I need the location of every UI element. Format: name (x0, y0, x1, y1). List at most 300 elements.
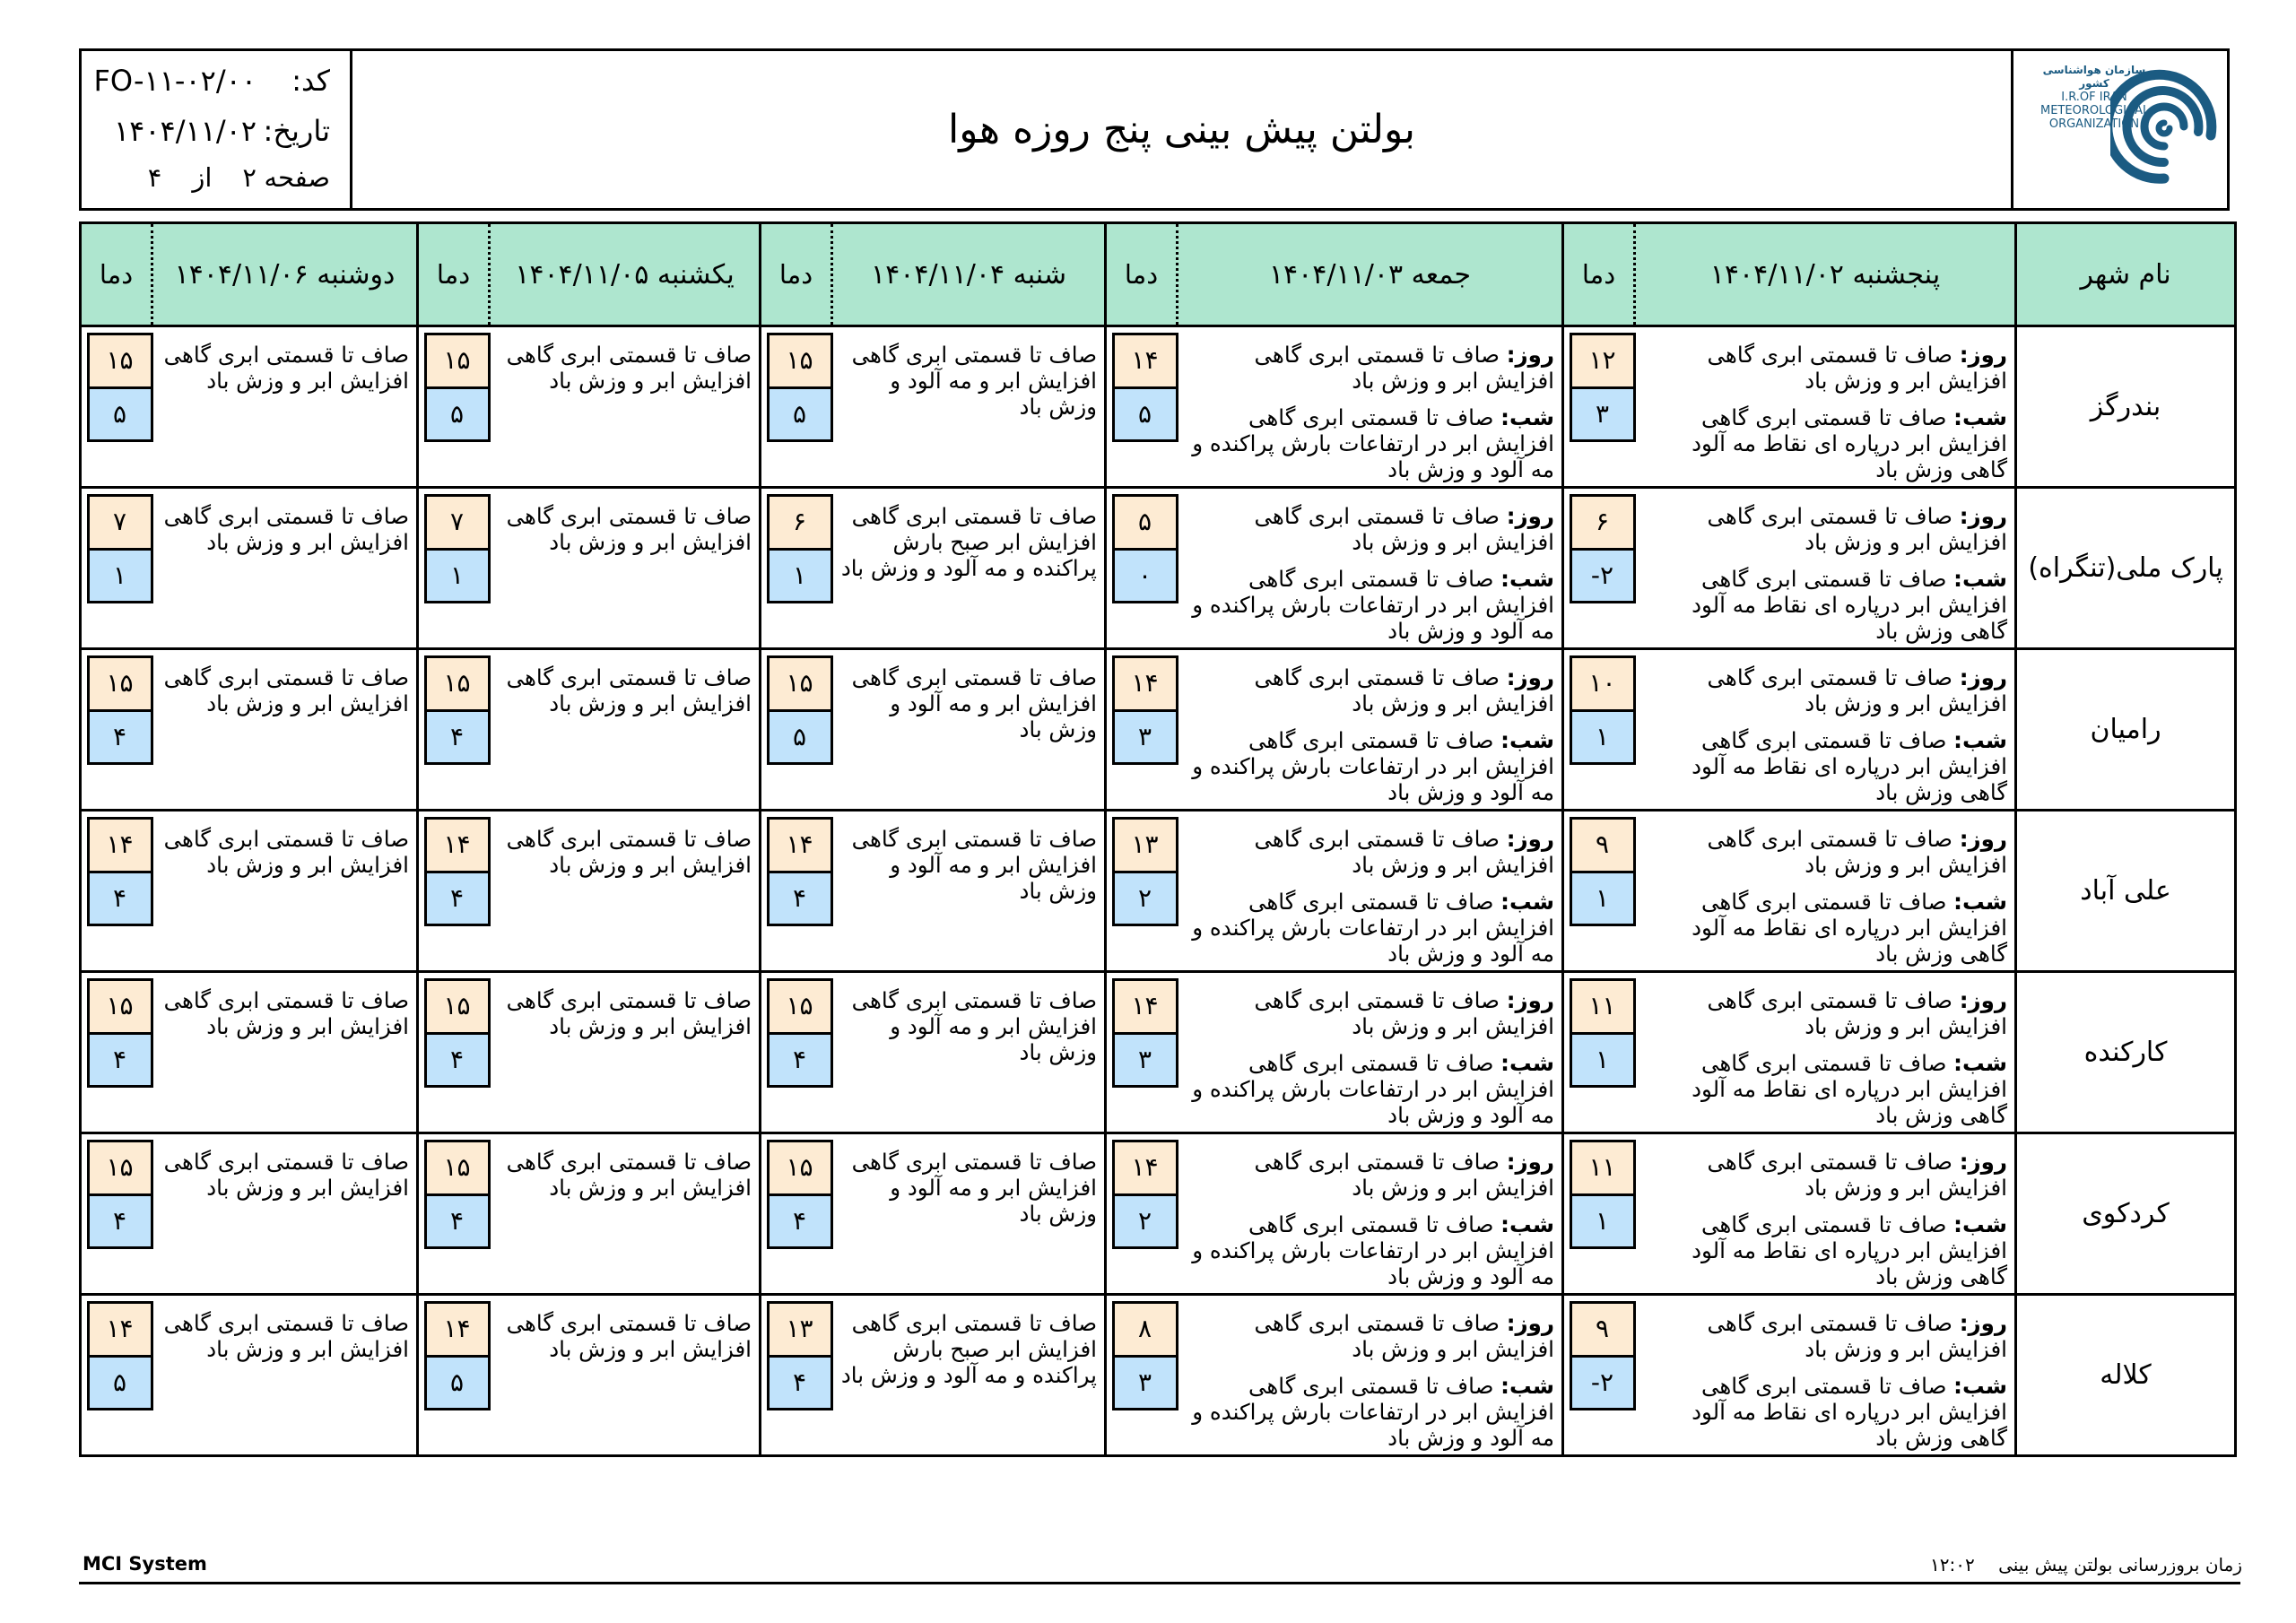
night-forecast-text: صاف تا قسمتی ابری گاهی افزایش ابر درپاره ای نقاط مه آلود گاهی وزش باد (1692, 1050, 2007, 1128)
forecast-text (152, 972, 418, 1133)
day-date: ۱۴۰۴/۱۱/۰۲ (1709, 258, 1844, 291)
temperature-cell (761, 972, 832, 1133)
max-temp (1112, 817, 1178, 872)
max-temp-value: ۱۴ (1131, 1152, 1159, 1182)
max-temp-value: ۱۳ (786, 1314, 813, 1343)
forecast-description: صاف تا قسمتی ابری گاهی افزایش ابر و وزش باد (506, 342, 752, 394)
temperature-cell (418, 811, 490, 972)
min-temp-value: ۴ (449, 883, 465, 913)
city-name: کارکنده (2016, 972, 2236, 1133)
day-forecast-text: صاف تا قسمتی ابری گاهی افزایش ابر و وزش باد (1254, 1149, 1554, 1201)
day-label: روز: (1959, 342, 2007, 368)
footer-divider (79, 1582, 2240, 1584)
min-temp-value: ۴ (792, 883, 807, 913)
min-temp (767, 1032, 833, 1088)
day-label: روز: (1959, 1310, 2007, 1336)
city-name: علی آباد (2016, 811, 2236, 972)
day-forecast-text: صاف تا قسمتی ابری گاهی افزایش ابر و وزش باد (1254, 503, 1554, 555)
min-temp (767, 548, 833, 603)
max-temp-value: ۱۴ (443, 829, 471, 859)
doc-code-value: FO-۱۱-۰۲/۰۰ (93, 64, 257, 98)
doc-date-value: ۱۴۰۴/۱۱/۰۲ (113, 114, 257, 148)
max-temp (87, 817, 153, 872)
min-temp (424, 1193, 491, 1249)
forecast-text (832, 972, 1106, 1133)
page-current: ۲ (242, 162, 257, 193)
night-forecast (1644, 404, 2008, 482)
organization-logo (2011, 51, 2227, 208)
forecast-text (490, 488, 761, 649)
day-label: روز: (1959, 987, 2007, 1013)
min-temp-value: ۵ (112, 1367, 127, 1397)
temperature-cell (1106, 649, 1178, 811)
max-temp (87, 655, 153, 711)
page-title: بولتن پیش بینی پنج روزه هوا (947, 107, 1416, 152)
max-temp (1112, 494, 1178, 550)
forecast-description: صاف تا قسمتی ابری گاهی افزایش ابر و وزش باد (163, 342, 409, 394)
max-temp (1570, 817, 1636, 872)
max-temp-value: ۷ (449, 507, 465, 536)
night-forecast (1644, 566, 2008, 644)
day-name: دوشنبه (317, 258, 396, 291)
day-name: جمعه (1411, 258, 1472, 291)
night-forecast-text: صاف تا قسمتی ابری گاهی افزایش ابر درپاره ای نقاط مه آلود گاهی وزش باد (1692, 1211, 2007, 1289)
max-temp-value: ۱۱ (1588, 991, 1616, 1020)
min-temp-value: ۱ (449, 560, 465, 590)
min-temp (1112, 1032, 1178, 1088)
max-temp (1112, 1140, 1178, 1195)
night-label: شب: (1953, 889, 2007, 915)
day-header (832, 223, 1106, 326)
min-temp-value: ۴ (449, 722, 465, 751)
min-temp-value: ۵ (1137, 399, 1152, 429)
night-forecast (1187, 889, 1555, 967)
day-forecast (1644, 1310, 2008, 1362)
doc-date-label: تاریخ: (263, 114, 330, 148)
city-name: بندرگز (2016, 326, 2236, 488)
night-forecast (1187, 566, 1555, 644)
day-forecast (1187, 342, 1555, 394)
day-forecast (1187, 987, 1555, 1039)
forecast-description: صاف تا قسمتی ابری گاهی افزایش ابر و وزش باد (163, 987, 409, 1039)
table-row (81, 1133, 2236, 1295)
forecast-text (1178, 488, 1563, 649)
min-temp (1112, 548, 1178, 603)
max-temp-value: ۱۳ (1131, 829, 1159, 859)
day-label: روز: (1959, 1149, 2007, 1175)
day-forecast (1187, 1149, 1555, 1201)
max-temp (1570, 1140, 1636, 1195)
temperature-cell (81, 326, 152, 488)
forecast-description: صاف تا قسمتی ابری گاهی افزایش ابر صبح بارش پراکنده و مه آلود و وزش باد (840, 1310, 1097, 1388)
max-temp-value: ۱۴ (1131, 668, 1159, 698)
forecast-description: صاف تا قسمتی ابری گاهی افزایش ابر و وزش باد (506, 1149, 752, 1201)
system-name: MCI System (83, 1553, 207, 1575)
max-temp-value: ۶ (792, 507, 807, 536)
max-temp (424, 978, 491, 1034)
night-label: شب: (1953, 1211, 2007, 1237)
temp-header: دما (761, 223, 832, 326)
spiral-logo-icon (2110, 64, 2218, 189)
temperature-cell (1563, 972, 1635, 1133)
forecast-body (81, 326, 2236, 1456)
min-temp (767, 1355, 833, 1410)
min-temp-value: ۴ (792, 1045, 807, 1074)
min-temp (767, 871, 833, 926)
forecast-text (1635, 1295, 2016, 1456)
max-temp (1570, 978, 1636, 1034)
forecast-text (832, 811, 1106, 972)
min-temp (424, 709, 491, 765)
day-name: یکشنبه (657, 258, 735, 291)
min-temp (1570, 1032, 1636, 1088)
temperature-cell (1106, 972, 1178, 1133)
night-forecast (1644, 1050, 2008, 1128)
temperature-cell (761, 326, 832, 488)
forecast-text (1178, 1295, 1563, 1456)
max-temp (424, 655, 491, 711)
max-temp (424, 817, 491, 872)
forecast-text (1635, 326, 2016, 488)
max-temp (87, 1301, 153, 1357)
day-label: روز: (1506, 826, 1554, 852)
forecast-text (1178, 972, 1563, 1133)
forecast-description: صاف تا قسمتی ابری گاهی افزایش ابر و وزش باد (506, 987, 752, 1039)
min-temp (1570, 1193, 1636, 1249)
max-temp-value: ۵ (1137, 507, 1152, 536)
forecast-text (832, 488, 1106, 649)
min-temp-value: ۴ (112, 1206, 127, 1236)
night-forecast-text: صاف تا قسمتی ابری گاهی افزایش ابر درپاره ای نقاط مه آلود گاهی وزش باد (1692, 404, 2007, 482)
table-row (81, 326, 2236, 488)
min-temp-value: ۵ (112, 399, 127, 429)
max-temp (767, 817, 833, 872)
max-temp (767, 1301, 833, 1357)
min-temp-value: ۱ (1595, 1045, 1610, 1074)
min-temp-value: ۴ (449, 1045, 465, 1074)
forecast-text (152, 1295, 418, 1456)
max-temp-value: ۱۵ (443, 345, 471, 375)
min-temp (1570, 1355, 1636, 1410)
min-temp (87, 1355, 153, 1410)
max-temp-value: ۱۵ (443, 668, 471, 698)
min-temp (1570, 709, 1636, 765)
temperature-cell (1563, 1295, 1635, 1456)
temperature-cell (1106, 326, 1178, 488)
min-temp-value: ۰ (1137, 560, 1152, 590)
day-label: روز: (1506, 342, 1554, 368)
max-temp-value: ۱۲ (1588, 345, 1616, 375)
temperature-cell (1563, 488, 1635, 649)
forecast-text (490, 326, 761, 488)
day-forecast (1187, 664, 1555, 716)
forecast-text (832, 326, 1106, 488)
city-name: پارک ملی(تنگراه) (2016, 488, 2236, 649)
max-temp-value: ۶ (1595, 507, 1610, 536)
table-row (81, 972, 2236, 1133)
min-temp-value: ۴ (112, 883, 127, 913)
day-name: شنبه (1013, 258, 1066, 291)
max-temp-value: ۸ (1137, 1314, 1152, 1343)
min-temp (87, 1032, 153, 1088)
forecast-text (152, 326, 418, 488)
min-temp-value: ۱ (1595, 722, 1610, 751)
min-temp-value: ۳ (1137, 722, 1152, 751)
min-temp-value: ۵ (449, 1367, 465, 1397)
forecast-table (79, 221, 2237, 1457)
temp-header: دما (81, 223, 152, 326)
min-temp-value: ۴ (792, 1206, 807, 1236)
night-forecast-text: صاف تا قسمتی ابری گاهی افزایش ابر در ارتفاعات بارش پراکنده و مه آلود و وزش باد (1192, 1050, 1554, 1128)
day-label: روز: (1506, 1310, 1554, 1336)
doc-code-label: کد: (291, 64, 330, 98)
temperature-cell (81, 972, 152, 1133)
table-row (81, 488, 2236, 649)
forecast-text (152, 488, 418, 649)
max-temp-value: ۱۴ (1131, 991, 1159, 1020)
day-forecast (1644, 987, 2008, 1039)
max-temp-value: ۱۵ (106, 668, 134, 698)
max-temp (424, 1140, 491, 1195)
day-forecast-text: صاف تا قسمتی ابری گاهی افزایش ابر و وزش باد (1707, 664, 2007, 716)
day-forecast-text: صاف تا قسمتی ابری گاهی افزایش ابر و وزش باد (1707, 1310, 2007, 1362)
night-forecast (1187, 727, 1555, 805)
day-date: ۱۴۰۴/۱۱/۰۵ (515, 258, 649, 291)
city-name: رامیان (2016, 649, 2236, 811)
day-label: روز: (1506, 503, 1554, 529)
temperature-cell (81, 1133, 152, 1295)
forecast-description: صاف تا قسمتی ابری گاهی افزایش ابر و وزش باد (163, 826, 409, 878)
forecast-description: صاف تا قسمتی ابری گاهی افزایش ابر و مه آلود و وزش باد (851, 342, 1097, 420)
table-row (81, 811, 2236, 972)
temperature-cell (418, 649, 490, 811)
min-temp (1112, 1193, 1178, 1249)
table-header-row (81, 223, 2236, 326)
logo-text-en-3: ORGANIZATION (2048, 117, 2140, 131)
temperature-cell (761, 488, 832, 649)
min-temp (87, 1193, 153, 1249)
day-label: روز: (1506, 1149, 1554, 1175)
forecast-text (832, 1133, 1106, 1295)
max-temp-value: ۱۵ (786, 1152, 813, 1182)
night-label: شب: (1500, 1373, 1554, 1399)
day-forecast (1187, 826, 1555, 878)
forecast-description: صاف تا قسمتی ابری گاهی افزایش ابر و مه آلود و وزش باد (851, 664, 1097, 742)
min-temp (767, 1193, 833, 1249)
day-date: ۱۴۰۴/۱۱/۰۴ (871, 258, 1005, 291)
max-temp-value: ۱۵ (786, 668, 813, 698)
day-label: روز: (1959, 826, 2007, 852)
day-forecast (1644, 664, 2008, 716)
max-temp (1112, 655, 1178, 711)
night-label: شب: (1500, 727, 1554, 753)
temperature-cell (761, 811, 832, 972)
table-row (81, 649, 2236, 811)
max-temp-value: ۷ (112, 507, 127, 536)
max-temp (87, 978, 153, 1034)
forecast-description: صاف تا قسمتی ابری گاهی افزایش ابر و وزش باد (163, 1149, 409, 1201)
night-forecast (1187, 1050, 1555, 1128)
max-temp-value: ۱۴ (443, 1314, 471, 1343)
temperature-cell (1563, 326, 1635, 488)
max-temp (767, 494, 833, 550)
max-temp-value: ۱۵ (106, 345, 134, 375)
min-temp-value: ۱ (1595, 1206, 1610, 1236)
night-forecast-text: صاف تا قسمتی ابری گاهی افزایش ابر در ارتفاعات بارش پراکنده و مه آلود و وزش باد (1192, 1373, 1554, 1451)
min-temp-value: ۵ (792, 399, 807, 429)
night-forecast-text: صاف تا قسمتی ابری گاهی افزایش ابر در ارتفاعات بارش پراکنده و مه آلود و وزش باد (1192, 404, 1554, 482)
min-temp (1112, 386, 1178, 442)
min-temp-value: ۱ (112, 560, 127, 590)
forecast-text (490, 649, 761, 811)
min-temp (424, 871, 491, 926)
day-forecast (1644, 503, 2008, 555)
night-forecast-text: صاف تا قسمتی ابری گاهی افزایش ابر در ارتفاعات بارش پراکنده و مه آلود و وزش باد (1192, 727, 1554, 805)
temperature-cell (418, 972, 490, 1133)
day-header (490, 223, 761, 326)
forecast-text (832, 649, 1106, 811)
temperature-cell (1563, 811, 1635, 972)
max-temp-value: ۱۱ (1588, 1152, 1616, 1182)
night-forecast-text: صاف تا قسمتی ابری گاهی افزایش ابر درپاره ای نقاط مه آلود گاهی وزش باد (1692, 1373, 2007, 1451)
min-temp-value: ۳ (1595, 399, 1610, 429)
forecast-text (832, 1295, 1106, 1456)
page-number-row (117, 162, 330, 193)
forecast-text (490, 811, 761, 972)
max-temp (767, 978, 833, 1034)
page-of: از (192, 162, 213, 193)
min-temp-value: ۵ (449, 399, 465, 429)
forecast-description: صاف تا قسمتی ابری گاهی افزایش ابر و وزش باد (506, 1310, 752, 1362)
min-temp-value: -۲ (1590, 1367, 1614, 1397)
night-forecast-text: صاف تا قسمتی ابری گاهی افزایش ابر درپاره ای نقاط مه آلود گاهی وزش باد (1692, 889, 2007, 967)
min-temp (87, 871, 153, 926)
night-forecast (1187, 1211, 1555, 1289)
night-label: شب: (1953, 727, 2007, 753)
night-forecast-text: صاف تا قسمتی ابری گاهی افزایش ابر در ارتفاعات بارش پراکنده و مه آلود و وزش باد (1192, 566, 1554, 644)
max-temp-value: ۹ (1595, 1314, 1610, 1343)
night-label: شب: (1953, 1373, 2007, 1399)
min-temp (424, 548, 491, 603)
max-temp (1112, 333, 1178, 388)
max-temp-value: ۱۴ (786, 829, 813, 859)
max-temp-value: ۱۵ (786, 345, 813, 375)
forecast-text (490, 1295, 761, 1456)
forecast-text (1635, 1133, 2016, 1295)
temperature-cell (761, 1295, 832, 1456)
day-forecast (1187, 503, 1555, 555)
max-temp (1570, 333, 1636, 388)
max-temp (424, 333, 491, 388)
min-temp (87, 548, 153, 603)
forecast-text (490, 972, 761, 1133)
min-temp (1112, 1355, 1178, 1410)
temperature-cell (418, 1295, 490, 1456)
max-temp-value: ۱۵ (106, 1152, 134, 1182)
max-temp-value: ۱۵ (443, 991, 471, 1020)
forecast-text (1635, 811, 2016, 972)
min-temp-value: ۳ (1137, 1045, 1152, 1074)
day-forecast-text: صاف تا قسمتی ابری گاهی افزایش ابر و وزش باد (1254, 1310, 1554, 1362)
forecast-text (152, 811, 418, 972)
night-forecast (1187, 1373, 1555, 1451)
day-forecast-text: صاف تا قسمتی ابری گاهی افزایش ابر و وزش باد (1254, 987, 1554, 1039)
min-temp-value: ۱ (1595, 883, 1610, 913)
max-temp-value: ۱۵ (443, 1152, 471, 1182)
day-forecast-text: صاف تا قسمتی ابری گاهی افزایش ابر و وزش باد (1707, 503, 2007, 555)
temperature-cell (1106, 811, 1178, 972)
doc-date-row (114, 114, 330, 148)
logo-text-en-1: I.R.OF IRAN (2061, 91, 2127, 104)
day-forecast-text: صاف تا قسمتی ابری گاهی افزایش ابر و وزش باد (1254, 664, 1554, 716)
min-temp-value: ۲ (1137, 883, 1152, 913)
forecast-description: صاف تا قسمتی ابری گاهی افزایش ابر و وزش باد (163, 664, 409, 716)
forecast-text (152, 1133, 418, 1295)
temperature-cell (761, 1133, 832, 1295)
day-header (152, 223, 418, 326)
min-temp (424, 386, 491, 442)
min-temp-value: ۵ (792, 722, 807, 751)
night-forecast-text: صاف تا قسمتی ابری گاهی افزایش ابر در ارتفاعات بارش پراکنده و مه آلود و وزش باد (1192, 1211, 1554, 1289)
logo-text-fa: سازمان هواشناسی کشور (2042, 64, 2146, 90)
forecast-description: صاف تا قسمتی ابری گاهی افزایش ابر و مه آلود و وزش باد (851, 1149, 1097, 1227)
day-name: پنجشنبه (1852, 258, 1941, 291)
forecast-text (1635, 649, 2016, 811)
forecast-text (490, 1133, 761, 1295)
min-temp-value: ۲ (1137, 1206, 1152, 1236)
min-temp-value: ۱ (792, 560, 807, 590)
day-label: روز: (1506, 987, 1554, 1013)
night-label: شب: (1500, 1211, 1554, 1237)
day-forecast-text: صاف تا قسمتی ابری گاهی افزایش ابر و وزش باد (1254, 342, 1554, 394)
forecast-text (152, 649, 418, 811)
day-label: روز: (1959, 664, 2007, 690)
night-label: شب: (1500, 566, 1554, 592)
max-temp (424, 494, 491, 550)
temperature-cell (418, 326, 490, 488)
document-meta (82, 51, 352, 208)
min-temp-value: ۴ (112, 1045, 127, 1074)
temperature-cell (761, 649, 832, 811)
forecast-text (1178, 649, 1563, 811)
city-column-header: نام شهر (2016, 223, 2236, 326)
day-forecast-text: صاف تا قسمتی ابری گاهی افزایش ابر و وزش باد (1707, 987, 2007, 1039)
max-temp-value: ۱۵ (786, 991, 813, 1020)
min-temp (1570, 871, 1636, 926)
min-temp (767, 386, 833, 442)
city-name: کردکوی (2016, 1133, 2236, 1295)
night-forecast-text: صاف تا قسمتی ابری گاهی افزایش ابر درپاره ای نقاط مه آلود گاهی وزش باد (1692, 727, 2007, 805)
min-temp (87, 709, 153, 765)
forecast-description: صاف تا قسمتی ابری گاهی افزایش ابر و وزش باد (506, 826, 752, 878)
temp-header: دما (418, 223, 490, 326)
max-temp (767, 333, 833, 388)
forecast-description: صاف تا قسمتی ابری گاهی افزایش ابر و مه آلود و وزش باد (851, 826, 1097, 904)
forecast-text (1635, 972, 2016, 1133)
min-temp-value: ۴ (449, 1206, 465, 1236)
max-temp-value: ۱۵ (106, 991, 134, 1020)
max-temp (1570, 494, 1636, 550)
night-forecast-text: صاف تا قسمتی ابری گاهی افزایش ابر درپاره ای نقاط مه آلود گاهی وزش باد (1692, 566, 2007, 644)
max-temp (87, 333, 153, 388)
night-label: شب: (1500, 1050, 1554, 1076)
logo-text-en-2: METEOROLOGICAL (2040, 104, 2150, 117)
city-name: کلاله (2016, 1295, 2236, 1456)
night-forecast (1644, 889, 2008, 967)
temperature-cell (81, 649, 152, 811)
night-forecast (1644, 727, 2008, 805)
day-date: ۱۴۰۴/۱۱/۰۳ (1268, 258, 1404, 291)
